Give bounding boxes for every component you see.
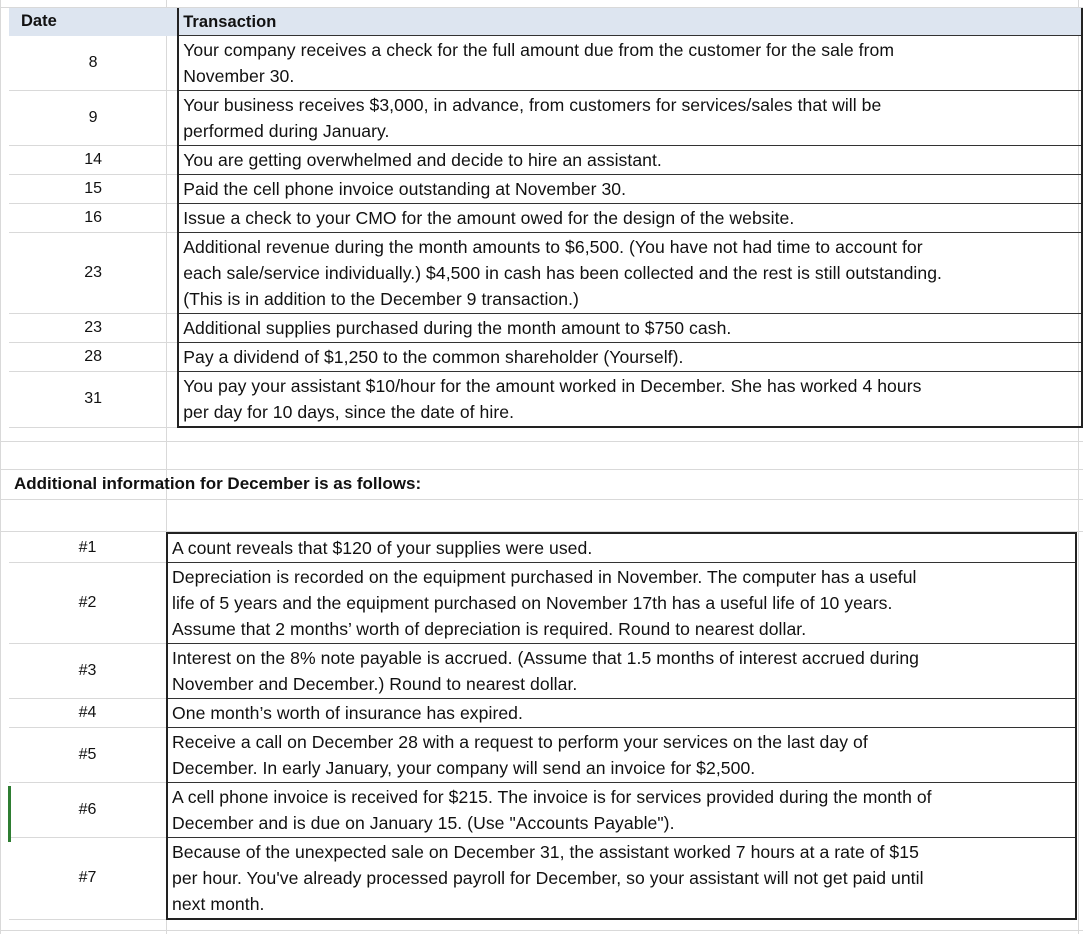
text-line: life of 5 years and the equipment purchased on November 17th has a useful life of 10 years. (172, 593, 893, 613)
item-label-cell: #6 (9, 783, 167, 838)
text-line: Depreciation is recorded on the equipment purchased in November. The computer has a useful (172, 567, 917, 587)
table-row (9, 783, 1076, 838)
table-row (9, 343, 1082, 372)
item-description-cell (167, 533, 1076, 563)
date-label-cell: 23 (9, 233, 178, 314)
text-line: Receive a call on December 28 with a request to perform your services on the last day of (172, 732, 868, 752)
date-description-cell (178, 314, 1082, 343)
adjustments-table (9, 532, 1077, 920)
text-line: performed during January. (183, 121, 390, 141)
date-label-cell: 9 (9, 91, 178, 146)
table-row (9, 699, 1076, 728)
item-label-cell: #7 (9, 838, 167, 920)
table-row (9, 728, 1076, 783)
date-column-header: Date (9, 8, 178, 36)
table-header-row (9, 8, 1082, 36)
table-row (9, 233, 1082, 314)
text-line: Additional supplies purchased during the month amount to $750 cash. (183, 318, 732, 338)
text-line: next month. (172, 894, 265, 914)
text-line: each sale/service individually.) $4,500 in cash has been collected and the rest is still outstanding. (183, 263, 942, 283)
item-label-cell: #1 (9, 533, 167, 563)
text-line: Paid the cell phone invoice outstanding at November 30. (183, 179, 627, 199)
item-description-cell (167, 783, 1076, 838)
item-description-cell (167, 838, 1076, 920)
text-line: Because of the unexpected sale on December 31, the assistant worked 7 hours at a rate of $15 (172, 842, 919, 862)
date-description-cell (178, 372, 1082, 428)
date-description-cell (178, 36, 1082, 91)
transactions-table (9, 8, 1083, 428)
date-label-cell: 14 (9, 146, 178, 175)
grid-line (0, 469, 1083, 470)
table-row (9, 146, 1082, 175)
date-label-cell: 31 (9, 372, 178, 428)
date-description-cell (178, 175, 1082, 204)
text-line: per hour. You've already processed payroll for December, so your assistant will not get paid until (172, 868, 924, 888)
date-description-cell (178, 91, 1082, 146)
item-description-cell (167, 563, 1076, 644)
text-line: December. In early January, your company will send an invoice for $2,500. (172, 758, 756, 778)
table-row (9, 314, 1082, 343)
text-line: Interest on the 8% note payable is accrued. (Assume that 1.5 months of interest accrued during (172, 648, 919, 668)
grid-line (0, 499, 1083, 500)
item-label-cell: #2 (9, 563, 167, 644)
text-line: Issue a check to your CMO for the amount owed for the design of the website. (183, 208, 795, 228)
item-label-cell: #3 (9, 644, 167, 699)
additional-info-heading: Additional information for December is as follows: (14, 474, 422, 493)
table-row (9, 175, 1082, 204)
table-row (9, 91, 1082, 146)
text-line: Pay a dividend of $1,250 to the common shareholder (Yourself). (183, 347, 684, 367)
transaction-column-header: Transaction (178, 8, 1082, 36)
table-row (9, 372, 1082, 428)
table-row (9, 838, 1076, 920)
selected-cell-marker (8, 786, 11, 842)
date-description-cell (178, 146, 1082, 175)
date-description-cell (178, 233, 1082, 314)
grid-line (0, 441, 1083, 442)
date-label-cell: 23 (9, 314, 178, 343)
date-label-cell: 15 (9, 175, 178, 204)
date-label-cell: 8 (9, 36, 178, 91)
table-row (9, 563, 1076, 644)
item-label-cell: #5 (9, 728, 167, 783)
date-label-cell: 16 (9, 204, 178, 233)
grid-line (0, 930, 1083, 931)
table-row (9, 36, 1082, 91)
text-line: December and is due on January 15. (Use "Accounts Payable"). (172, 813, 675, 833)
date-description-cell (178, 343, 1082, 372)
item-label-cell: #4 (9, 699, 167, 728)
text-line: November 30. (183, 66, 295, 86)
grid-line (0, 0, 1, 934)
table-row (9, 533, 1076, 563)
text-line: Assume that 2 months’ worth of depreciation is required. Round to nearest dollar. (172, 619, 807, 639)
text-line: per day for 10 days, since the date of hire. (183, 402, 515, 422)
item-description-cell (167, 644, 1076, 699)
text-line: Additional revenue during the month amounts to $6,500. (You have not had time to account for (183, 237, 923, 257)
item-description-cell (167, 728, 1076, 783)
table-row (9, 644, 1076, 699)
text-line: You pay your assistant $10/hour for the amount worked in December. She has worked 4 hours (183, 376, 922, 396)
text-line: A cell phone invoice is received for $215. The invoice is for services provided during the month of (172, 787, 932, 807)
date-label-cell: 28 (9, 343, 178, 372)
table-row (9, 204, 1082, 233)
text-line: One month’s worth of insurance has expired. (172, 703, 523, 723)
text-line: You are getting overwhelmed and decide to hire an assistant. (183, 150, 662, 170)
text-line: A count reveals that $120 of your supplies were used. (172, 538, 593, 558)
date-description-cell (178, 204, 1082, 233)
text-line: (This is in addition to the December 9 transaction.) (183, 289, 579, 309)
item-description-cell (167, 699, 1076, 728)
text-line: Your company receives a check for the full amount due from the customer for the sale from (183, 40, 895, 60)
text-line: November and December.) Round to nearest dollar. (172, 674, 578, 694)
text-line: Your business receives $3,000, in advance, from customers for services/sales that will be (183, 95, 882, 115)
